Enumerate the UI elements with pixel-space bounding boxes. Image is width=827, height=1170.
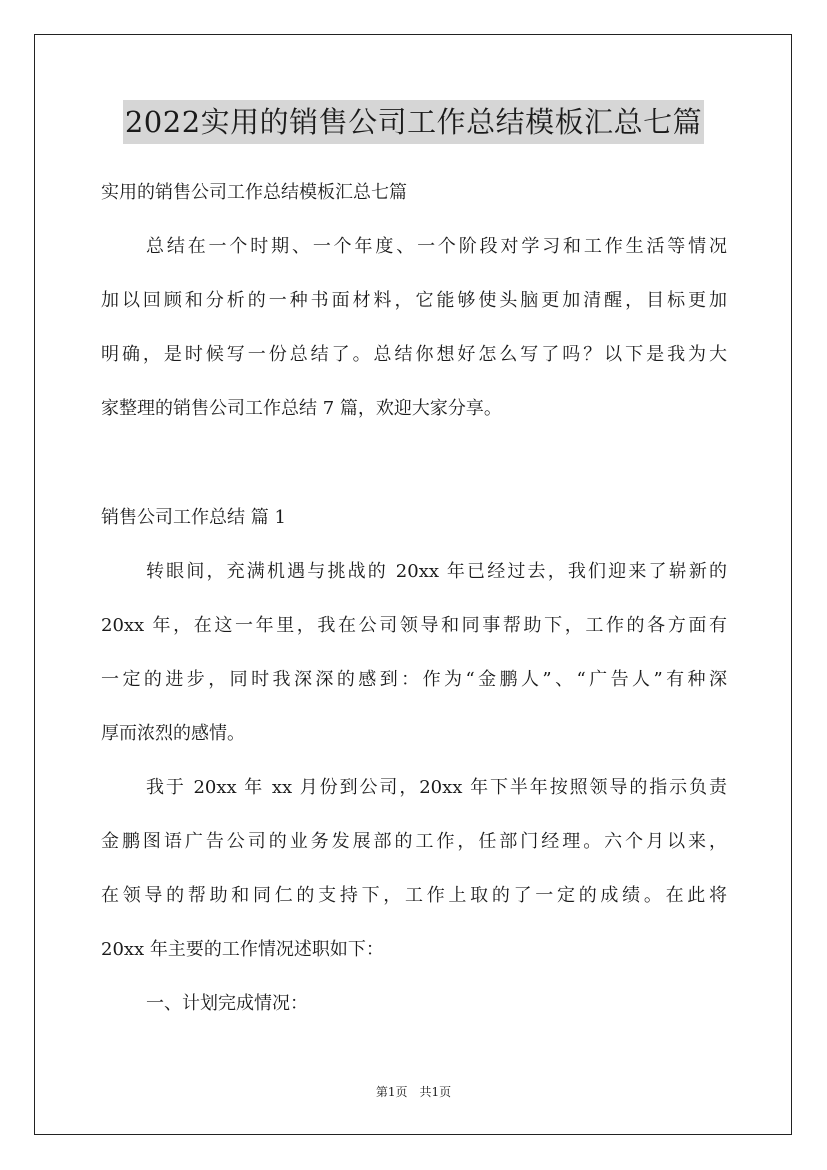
intro-line-3: 明确，是时候写一份总结了。总结你想好怎么写了吗？以下是我为大 bbox=[101, 344, 727, 365]
paragraph2-line-2: 金鹏图语广告公司的业务发展部的工作，任部门经理。六个月以来， bbox=[101, 831, 727, 852]
paragraph1-line-1: 转眼间，充满机遇与挑战的 20xx 年已经过去，我们迎来了崭新的 bbox=[146, 561, 727, 582]
paragraph1-line-2: 20xx 年，在这一年里，我在公司领导和同事帮助下，工作的各方面有 bbox=[101, 615, 727, 636]
intro-line-4: 家整理的销售公司工作总结 7 篇，欢迎大家分享。 bbox=[101, 398, 502, 419]
document-title-text: 2022实用的销售公司工作总结模板汇总七篇 bbox=[123, 100, 704, 144]
intro-line-2: 加以回顾和分析的一种书面材料，它能够使头脑更加清醒，目标更加 bbox=[101, 290, 727, 311]
paragraph1-line-4: 厚而浓烈的感情。 bbox=[101, 723, 245, 744]
paragraph1-line-3: 一定的进步，同时我深深的感到：作为“金鹏人”、“广告人”有种深 bbox=[101, 669, 727, 690]
paragraph2-line-4: 20xx 年主要的工作情况述职如下： bbox=[101, 939, 384, 960]
section-heading: 销售公司工作总结 篇 1 bbox=[101, 507, 286, 528]
page-footer: 第1页 共1页 bbox=[375, 1085, 452, 1099]
document-subtitle: 实用的销售公司工作总结模板汇总七篇 bbox=[101, 182, 407, 203]
list-heading: 一、计划完成情况： bbox=[146, 993, 308, 1014]
document-title bbox=[0, 100, 827, 144]
intro-line-1: 总结在一个时期、一个年度、一个阶段对学习和工作生活等情况 bbox=[146, 236, 727, 257]
paragraph2-line-1: 我于 20xx 年 xx 月份到公司，20xx 年下半年按照领导的指示负责 bbox=[146, 777, 727, 798]
paragraph2-line-3: 在领导的帮助和同仁的支持下，工作上取的了一定的成绩。在此将 bbox=[101, 885, 727, 906]
